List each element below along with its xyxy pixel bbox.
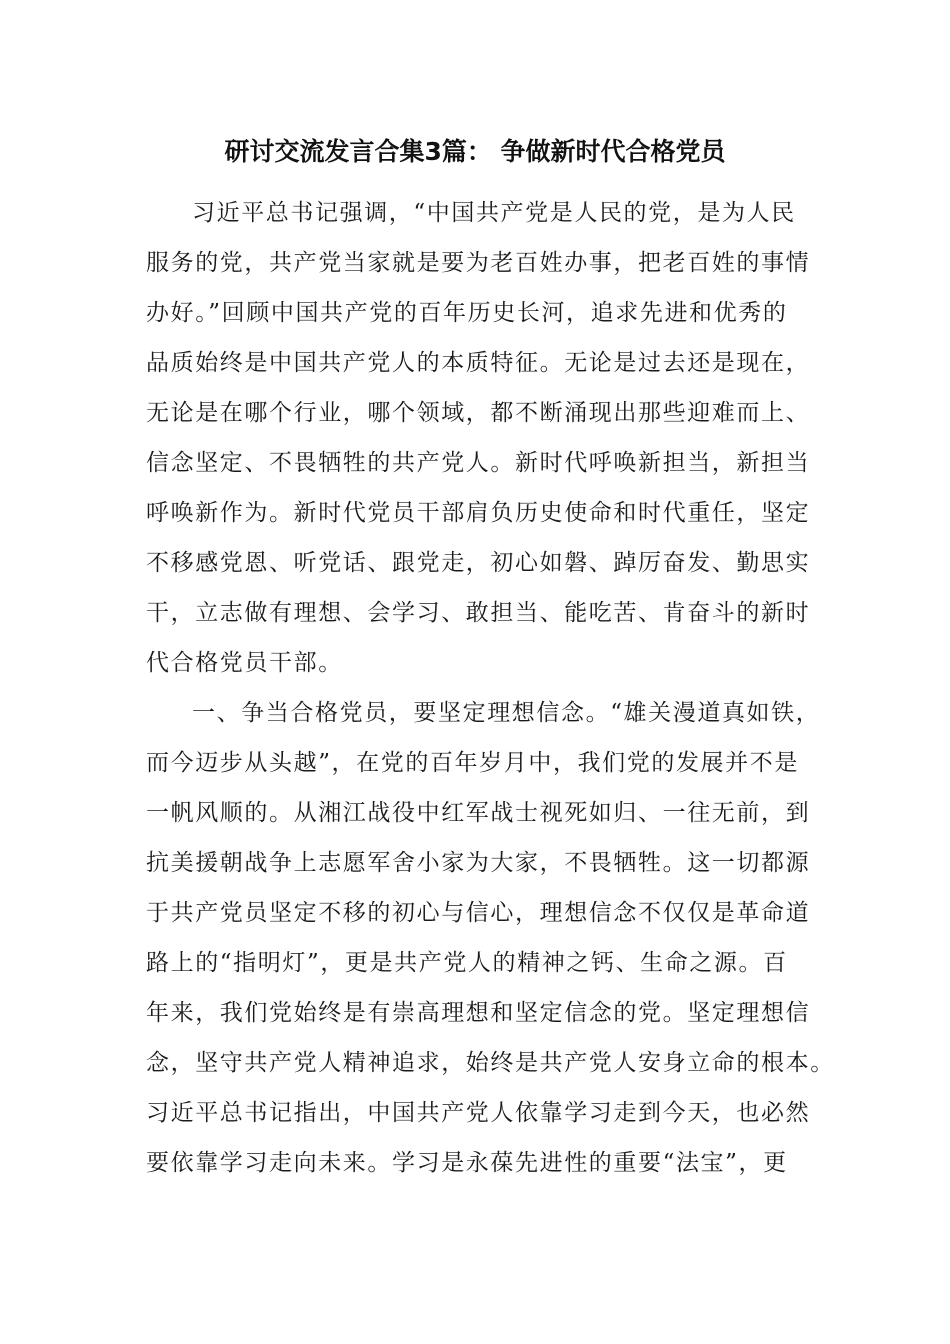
paragraph-1-line: 干，立志做有理想、会学习、敢担当、能吃苦、肯奋斗的新时 — [146, 600, 811, 626]
document-body — [146, 188, 835, 1188]
paragraph-1-line: 不移感党恩、听党话、跟党走，初心如磐、踔厉奋发、勤思实 — [146, 550, 811, 576]
paragraph-2-line: 年来，我们党始终是有崇高理想和坚定信念的党。坚定理想信 — [146, 1000, 811, 1026]
paragraph-1-line: 服务的党，共产党当家就是要为老百姓办事，把老百姓的事情 — [146, 250, 811, 276]
paragraph-2-line: 抗美援朝战争上志愿军舍小家为大家，不畏牺牲。这一切都源 — [146, 850, 811, 876]
paragraph-2-line: 念，坚守共产党人精神追求，始终是共产党人安身立命的根本。 — [146, 1050, 835, 1076]
paragraph-2-line: 要依靠学习走向未来。学习是永葆先进性的重要“法宝”，更 — [146, 1150, 788, 1176]
paragraph-1-line: 无论是在哪个行业，哪个领域，都不断涌现出那些迎难而上、 — [146, 400, 811, 426]
paragraph-2-line: 于共产党员坚定不移的初心与信心，理想信念不仅仅是革命道 — [146, 900, 811, 926]
paragraph-2-line: 路上的“指明灯”，更是共产党人的精神之钙、生命之源。百 — [146, 950, 788, 976]
paragraph-1-line: 品质始终是中国共产党人的本质特征。无论是过去还是现在， — [146, 350, 811, 376]
paragraph-1-line: 习近平总书记强调，“中国共产党是人民的党，是为人民 — [192, 200, 796, 226]
paragraph-1-line: 办好。”回顾中国共产党的百年历史长河，追求先进和优秀的 — [146, 300, 788, 326]
paragraph-2-line: 而今迈步从头越”，在党的百年岁月中，我们党的发展并不是 — [146, 750, 799, 776]
paragraph-2-line: 习近平总书记指出，中国共产党人依靠学习走到今天，也必然 — [146, 1100, 811, 1126]
paragraph-1-line: 呼唤新作为。新时代党员干部肩负历史使命和时代重任，坚定 — [146, 500, 811, 526]
paragraph-1-line: 代合格党员干部。 — [146, 650, 343, 676]
document-title: 研讨交流发言合集3篇： 争做新时代合格党员 — [224, 137, 726, 166]
paragraph-2-line: 一、争当合格党员，要坚定理想信念。“雄关漫道真如铁， — [192, 700, 821, 726]
paragraph-1-line: 信念坚定、不畏牺牲的共产党人。新时代呼唤新担当，新担当 — [146, 450, 811, 476]
paragraph-2-line: 一帆风顺的。从湘江战役中红军战士视死如归、一往无前，到 — [146, 800, 811, 826]
